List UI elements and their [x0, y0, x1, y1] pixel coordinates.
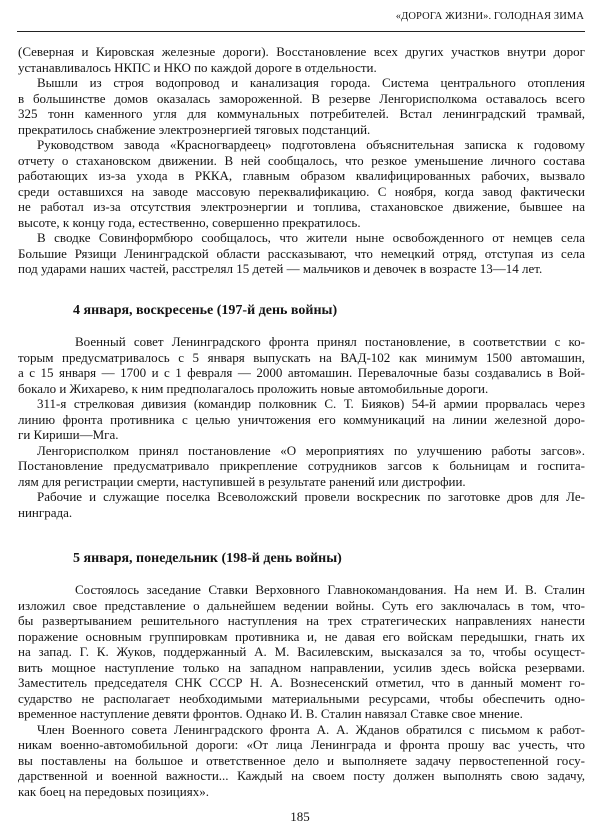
text-line: Постановление предусматривало прикрепление сотрудников загсов к больницам и госпита- [18, 458, 585, 473]
text-line: Вышли из строя водопровод и канализация города. Система центрального отопления [37, 75, 585, 90]
text-line: Рабочие и служащие поселка Всеволожский провели воскресник по заготовке дров для Ле- [37, 489, 585, 504]
section-heading-jan-5: 5 января, понедельник (198-й день войны) [73, 551, 342, 566]
text-line: 311-я стрелковая дивизия (командир полковник С. Т. Бияков) 54-й армии прорвалась через [37, 396, 585, 411]
text-line: вы поставлены на большое и ответственное дело и выполняете задачу первостепенной госу- [18, 752, 585, 768]
text-line: не работал из-за отсутствия электроэнергии и топлива, стахановское движение, бывшее на [18, 199, 585, 214]
text-line: высоте, к концу года, естественно, совершенно прекратилось. [18, 214, 361, 230]
paragraph [18, 396, 585, 443]
text-line: отчету о стахановском движении. В ней сообщалось, что резкое уменьшение личного состава [18, 152, 585, 168]
text-line: бокало и Жихарево, к ним предполагалось проложить новые автомобильные дороги. [18, 380, 489, 396]
text-line: нинграда. [18, 504, 73, 520]
text-block-jan-4 [18, 334, 585, 520]
text-line: (Северная и Кировская железные дороги). Восстановление всех других участков внутри дорог [18, 44, 585, 59]
text-line: устанавливалось НКПС и НКО по каждой дороге в отдельности. [18, 59, 377, 75]
text-line: изложил свое представление о дальнейшем ведении войны. Суть его заключалась в том, что- [18, 597, 585, 613]
paragraph [18, 489, 585, 520]
text-line: Член Военного совета Ленинградского фронта А. А. Жданов обратился с письмом к работ- [37, 721, 585, 737]
text-line: временное наступление девяти фронтов. Однако И. В. Сталин навязал Ставке свое мнение. [18, 706, 523, 721]
text-line: вить мощное наступление только на западном направлении, усилив здесь войска резервами. [18, 659, 585, 675]
running-head: «ДОРОГА ЖИЗНИ». ГОЛОДНАЯ ЗИМА [395, 11, 584, 22]
text-block-intro [18, 44, 585, 277]
text-line: 325 тонн каменного угля для коммунальных потребителей. Встал ленинградский трамвай, [18, 106, 585, 121]
text-line: Большие Рязищи Ленинградской области рассказывают, что немецкий отряд, отступая из села [18, 245, 585, 261]
text-line: среди оставшихся на заводе массовую переквалификацию. С ноября, когда завод фактически [18, 183, 585, 199]
paragraph [18, 75, 585, 137]
paragraph [18, 44, 585, 75]
text-line: Ленгорисполком принял постановление «О мероприятиях по улучшению работы загсов». [37, 442, 585, 458]
text-line: поражение основным группировкам противника и, не давая его войскам передышки, гнать их [18, 628, 585, 644]
text-line: В сводке Совинформбюро сообщалось, что жители ныне освобожденного от немцев села [37, 230, 585, 245]
text-line: работающих из-за ухода в РККА, главным образом квалифицированных рабочих, вызвало [18, 168, 585, 183]
text-line: Заместитель председателя СНК СССР Н. А. Вознесенский отметил, что в данный момент го- [18, 675, 585, 690]
text-line: лям для регистрации смерти, наступившей в результате ранений или дистрофии. [18, 473, 466, 489]
text-line: Военный совет Ленинградского фронта принял постановление, в соответствии с ко- [75, 334, 585, 349]
text-line: линию фронта противника с целью уничтожения его коммуникаций на линии железной доро- [18, 411, 585, 427]
text-line: Руководством завода «Красногвардеец» подготовлена объяснительная записка к годовому [37, 137, 585, 152]
text-line: ги Кириши—Мга. [18, 427, 119, 442]
paragraph [18, 582, 585, 722]
text-line: бы развертыванием решительного наступления на трех стратегических направлениях нанести [18, 613, 585, 628]
paragraph [18, 722, 585, 800]
paragraph [18, 230, 585, 277]
text-line: как боец на передовых позициях». [18, 783, 209, 799]
paragraph [18, 137, 585, 230]
text-line: дарственной и военной важности... Каждый на своем посту должен выполнять свою задачу, [18, 768, 585, 783]
text-line: Состоялось заседание Ставки Верховного Главнокомандования. На нем И. В. Сталин [75, 582, 585, 597]
text-line: никам военно-автомобильной дороги: «От лица Ленинграда и фронта прошу вас учесть, что [18, 737, 585, 752]
text-line: торым предусматривалось с 5 января выпускать на ВАД-102 как минимум 1500 автомашин, [18, 349, 585, 365]
paragraph [18, 443, 585, 490]
header-rule [17, 31, 585, 32]
text-line: прекратилось снабжение электроэнергией тяговых подстанций. [18, 121, 371, 137]
text-line: сударство не располагает необходимыми материальными ресурсами, чтобы обеспечить одно- [18, 690, 585, 706]
text-line: под ударами наших частей, расстрелял 15 детей — мальчиков и девочек в возрасте 13—14 лет. [18, 261, 543, 276]
text-block-jan-5 [18, 582, 585, 799]
paragraph [18, 334, 585, 396]
text-line: на запад. Г. К. Жуков, поддержанный А. М. Василевским, высказался за то, чтобы осущест- [18, 644, 585, 659]
text-line: в большинстве домов оказалась замороженной. В резерве Ленгорисполкома оставалось всего [18, 90, 585, 106]
page-number: 185 [290, 809, 310, 824]
text-line: а с 15 января — 1700 и с 1 февраля — 2000 автомашин. Перевалочные базы создавались в Вой- [18, 365, 585, 380]
section-heading-jan-4: 4 января, воскресенье (197-й день войны) [73, 303, 338, 318]
